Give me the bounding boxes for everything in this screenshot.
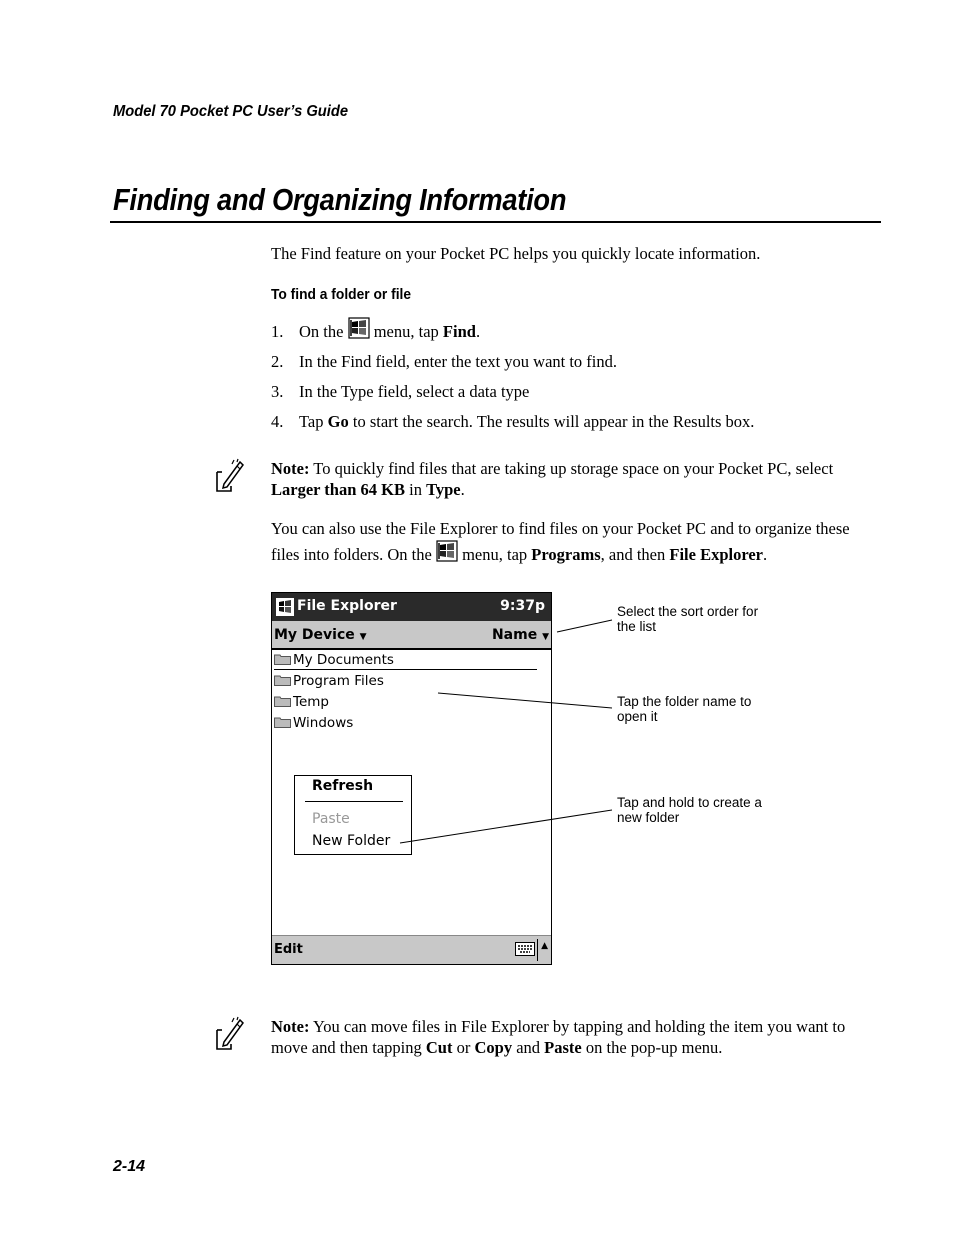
- note-2-line-1: [271, 1016, 886, 1037]
- chevron-down-icon: ▼: [542, 632, 549, 642]
- callout-sort-order: [617, 604, 758, 634]
- note-text: To quickly find files that are taking up storage space on your Pocket PC, select: [309, 459, 834, 478]
- chevron-down-icon: ▼: [359, 632, 367, 642]
- paragraph-text: , and then: [600, 545, 670, 564]
- callout-line: the list: [617, 619, 657, 634]
- running-header: Model 70 Pocket PC User’s Guide: [113, 103, 349, 120]
- note-label: Note:: [271, 1017, 310, 1036]
- step-number: 1.: [271, 322, 284, 341]
- note-2: [271, 1016, 886, 1058]
- callout-line: open it: [617, 709, 658, 724]
- callout-new-folder: [617, 795, 762, 825]
- folder-name[interactable]: Temp: [293, 694, 329, 710]
- app-title: File Explorer: [297, 598, 397, 614]
- paragraph-bold-term: Programs: [531, 545, 601, 564]
- step-text-part: to start the search. The results will appear in the Results box.: [348, 412, 755, 431]
- leader-line-folder: [438, 693, 612, 708]
- sort-label: Name: [491, 627, 538, 643]
- step-number: 3.: [271, 382, 284, 401]
- note-2-line-2: [271, 1037, 886, 1058]
- folder-name[interactable]: Program Files: [293, 673, 384, 689]
- menu-item-refresh[interactable]: Refresh: [312, 778, 374, 794]
- step-text: In the Find field, enter the text you want to find.: [299, 352, 618, 371]
- chevron-up-icon[interactable]: ▲: [541, 941, 548, 951]
- step-text: In the Type field, select a data type: [299, 382, 530, 401]
- step-bold-term: Find: [442, 322, 476, 341]
- leader-line-sort: [557, 620, 612, 632]
- step-text-part: On the: [299, 322, 344, 341]
- note-bold-term: Cut: [425, 1038, 453, 1057]
- menu-item-paste[interactable]: Paste: [312, 811, 350, 827]
- paragraph-text: menu, tap: [457, 545, 532, 564]
- step-text-part: .: [475, 322, 481, 341]
- page-number: 2-14: [113, 1158, 146, 1175]
- note-text: in: [405, 480, 427, 499]
- note-bold-term: Paste: [544, 1038, 582, 1057]
- step-number: 4.: [271, 412, 284, 431]
- note-bold-term: Larger than 64 KB: [271, 480, 405, 499]
- note-text: or: [452, 1038, 475, 1057]
- paragraph-bold-term: File Explorer: [669, 545, 764, 564]
- note-text: You can move files in File Explorer by tapping and holding the item you want to: [309, 1017, 846, 1036]
- note-icon: [214, 1016, 244, 1057]
- step-bold-term: Go: [327, 412, 349, 431]
- step-number: 2.: [271, 352, 284, 371]
- menu-item-new-folder[interactable]: New Folder: [312, 833, 391, 849]
- callout-open-folder: [617, 694, 751, 724]
- procedure-heading: To find a folder or file: [271, 286, 412, 303]
- note-text: move and then tapping: [271, 1038, 426, 1057]
- leader-line-new-folder: [400, 810, 612, 843]
- page-title: Finding and Organizing Information: [113, 182, 567, 217]
- callout-line: Tap and hold to create a: [617, 795, 762, 810]
- note-text: and: [512, 1038, 545, 1057]
- intro-paragraph: The Find feature on your Pocket PC helps you quickly locate information.: [271, 244, 761, 263]
- step-text-part: Tap: [299, 412, 328, 431]
- paragraph-text: .: [763, 545, 768, 564]
- callout-line: new folder: [617, 810, 680, 825]
- paragraph-line: You can also use the File Explorer to find files on your Pocket PC and to organize these: [271, 519, 850, 538]
- callout-line: Tap the folder name to: [617, 694, 752, 709]
- folder-name[interactable]: My Documents: [293, 652, 394, 668]
- note-text: on the pop-up menu.: [581, 1038, 723, 1057]
- note-text: .: [460, 480, 465, 499]
- step-text-part: menu, tap: [369, 322, 443, 341]
- location-label: My Device: [274, 627, 355, 643]
- callout-line: Select the sort order for: [617, 604, 759, 619]
- paragraph-text: files into folders. On the: [271, 545, 436, 564]
- note-bold-term: Copy: [474, 1038, 513, 1057]
- edit-menu[interactable]: Edit: [274, 942, 303, 957]
- note-label: Note:: [271, 459, 310, 478]
- folder-name[interactable]: Windows: [293, 715, 354, 731]
- clock: 9:37p: [500, 598, 545, 614]
- note-bold-term: Type: [426, 480, 461, 499]
